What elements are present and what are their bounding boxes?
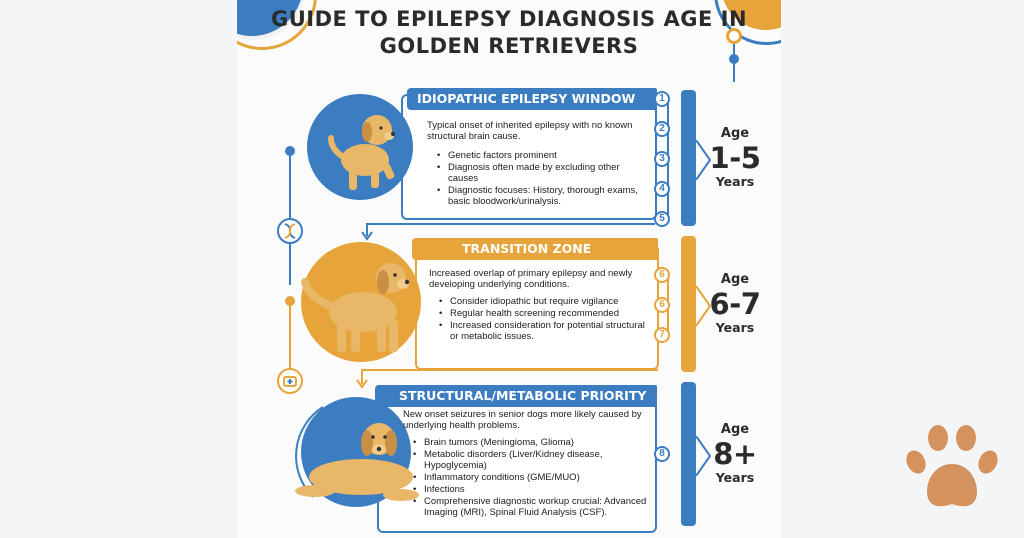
section-description: New onset seizures in senior dogs more likely caused by underlying health problems. [403,409,642,431]
step-number: 5 [654,211,670,227]
step-number: 4 [654,181,670,197]
list-item: • Consider idiopathic but require vigilance [439,296,651,307]
age-unit: Years [715,174,755,189]
age-range: 6-7 [709,287,761,321]
age-bar [681,236,696,372]
list-item: • Genetic factors prominent [437,150,647,161]
list-item: • Increased consideration for potential structural or metabolic issues. [439,320,651,342]
list-item: • Inflammatory conditions (GME/MUO) [413,472,649,483]
age-block [705,272,765,335]
step-number: 6 [654,267,670,283]
list-item: • Brain tumors (Meningioma, Glioma) [413,437,649,448]
infographic-poster [237,0,781,538]
age-bar [681,90,696,226]
step-number: 6 [654,297,670,313]
section-bullet-list [437,150,647,208]
section-bullet-list [439,296,651,343]
age-label: Age [720,272,750,287]
step-number: 8 [654,446,670,462]
list-item: • Metabolic disorders (Liver/Kidney disease, Hypoglycemia) [413,449,649,471]
age-block [705,422,765,485]
age-block [705,126,765,189]
age-bar [681,382,696,526]
list-item: • Infections [413,484,649,495]
age-unit: Years [715,470,755,485]
section-banner: TRANSITION ZONE [412,238,658,260]
section-bullet-list [413,437,649,519]
page-title: GUIDE TO EPILEPSY DIAGNOSIS AGE IN GOLDEN RETRIEVERS [270,7,748,58]
adult-dog-illustration [299,246,423,366]
section-banner: STRUCTURAL/METABOLIC PRIORITY [375,385,657,407]
step-number: 3 [654,151,670,167]
age-label: Age [720,422,750,437]
section-description: Increased overlap of primary epilepsy and newly developing underlying conditions. [429,268,633,290]
list-item: • Comprehensive diagnostic workup crucial: Advanced Imaging (MRI), Spinal Fluid Analysis (CSF). [413,496,649,518]
age-label: Age [720,126,750,141]
list-item: • Diagnosis often made by excluding other causes [437,162,647,184]
age-range: 8+ [713,437,757,471]
age-range: 1-5 [709,141,761,175]
age-unit: Years [715,320,755,335]
paw-print-icon [902,424,1002,514]
section-description: Typical onset of inherited epilepsy with no known structural brain cause. [427,120,633,142]
list-item: • Regular health screening recommended [439,308,651,319]
puppy-illustration [309,100,413,204]
step-number: 7 [654,327,670,343]
step-number: 2 [654,121,670,137]
section-banner: IDIOPATHIC EPILEPSY WINDOW [407,88,657,110]
step-number: 1 [654,91,670,107]
list-item: • Diagnostic focuses: History, thorough exams, basic bloodwork/urinalysis. [437,185,647,207]
